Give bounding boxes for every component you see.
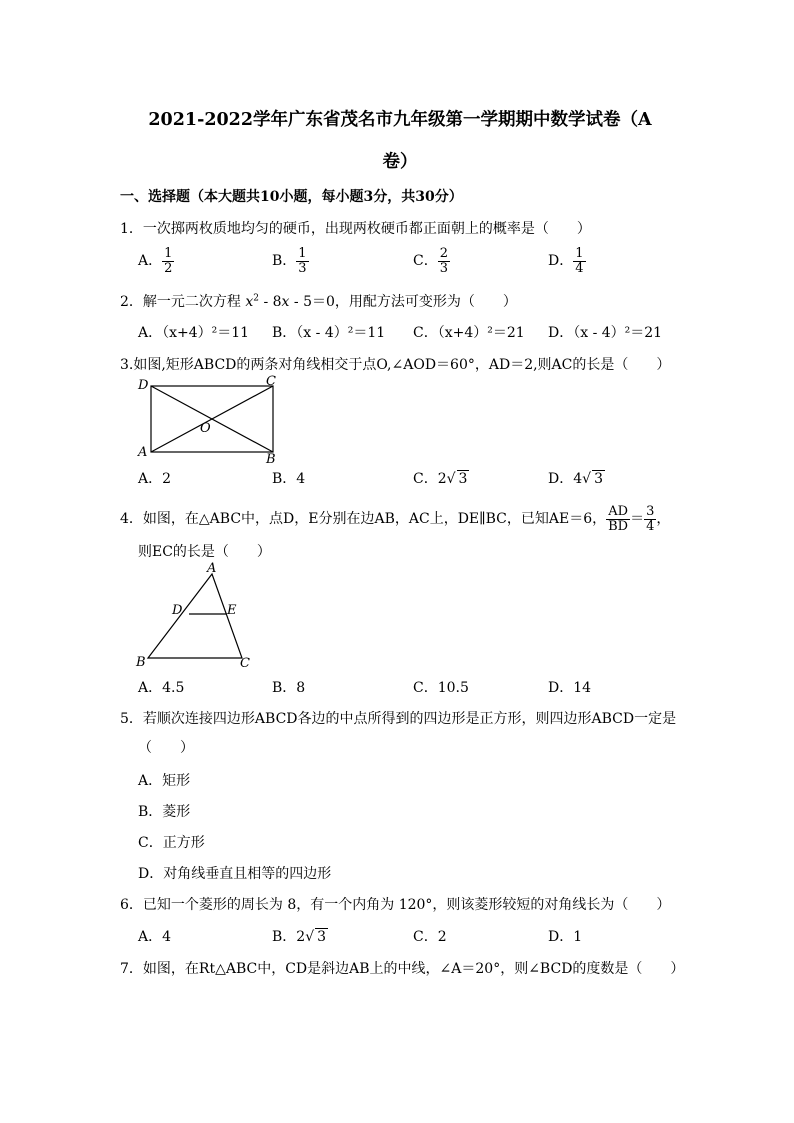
q1-stem: 1．一次掷两枚质地均匀的硬币，出现两枚硬币都正面朝上的概率是（ ） [120,221,591,237]
q5-option-c: C．正方形 [138,835,205,851]
exam-title-line1: 2021-2022学年广东省茂名市九年级第一学期期中数学试卷（A [148,110,652,130]
q3-stem: 3.如图,矩形ABCD的两条对角线相交于点O,∠AOD＝60°，AD＝2,则AC的长是（ ） [120,357,671,373]
q4-stem-line2: 则EC的长是（ ） [138,544,271,560]
q4-triangle-figure [132,558,262,672]
q1-option-b: B． $\frac{1}{3}$ [272,246,307,276]
q3-label-a: A [138,445,148,460]
q1-option-d: D． $\frac{1}{4}$ [548,246,584,276]
q5-option-a: A．矩形 [138,773,191,789]
q6-stem: 6．已知一个菱形的周长为 8，有一个内角为 120°，则该菱形较短的对角线长为（ ） [120,897,671,913]
q3-label-d: D [138,378,149,393]
section-heading: 一、选择题（本大题共10小题，每小题3分，共30分） [120,189,463,205]
q2-stem: 2．解一元二次方程 $x^2 - 8x - 5=0$，用配方法可变形为（ ） [120,293,517,310]
q4-label-c: C [240,656,250,671]
q5-option-d: D．对角线垂直且相等的四边形 [138,866,332,882]
q2-option-c: C．（x+4）²＝21 [413,325,525,341]
q4-option-d: D．14 [548,680,592,696]
q3-rectangle-figure [130,372,290,464]
q3-option-b: B．4 [272,471,306,487]
q5-option-b: B．菱形 [138,804,191,820]
q2-option-d: D．（x - 4）²＝21 [548,325,663,341]
q4-stem: 4．如图，在△ABC中，点D，E分别在边AB，AC上，DE∥BC，已知AE＝6， $\frac{AD}{BD}$ ＝ $\frac{3}{4}$ ， [120,504,671,534]
q4-label-e: E [227,603,237,618]
q7-stem: 7．如图，在Rt△ABC中，CD是斜边AB上的中线，∠A＝20°，则∠BCD的度数是（ ） [120,961,685,977]
q6-option-d: D．1 [548,929,583,945]
q6-option-b: B．2√ 3 [272,929,327,945]
q3-label-c: C [266,374,276,389]
q4-label-a: A [207,561,217,576]
q5-stem: 5．若顺次连接四边形ABCD各边的中点所得到的四边形是正方形，则四边形ABCD一定是 [120,711,677,727]
q1-option-c: C． $\frac{2}{3}$ [413,246,448,276]
q3-option-c: C．2√ 3 [413,471,468,487]
q3-option-a: A．2 [138,471,172,487]
q6-option-c: C．2 [413,929,447,945]
q5-paren: （ ） [138,740,194,756]
q1-option-a: A． $\frac{1}{2}$ [138,246,173,276]
q6-option-a: A．4 [138,929,172,945]
q3-label-b: B [266,452,276,464]
q3-label-o: O [200,421,211,436]
q4-option-b: B．8 [272,680,306,696]
q4-option-c: C．10.5 [413,680,469,696]
q2-option-a: A．（x+4）²＝11 [138,325,250,341]
q4-option-a: A．4.5 [138,680,185,696]
exam-title-line2: 卷） [382,152,418,172]
q2-option-b: B．（x - 4）²＝11 [272,325,386,341]
q4-label-d: D [172,603,183,618]
q4-label-b: B [136,655,146,670]
q3-option-d: D．4√ 3 [548,471,603,487]
